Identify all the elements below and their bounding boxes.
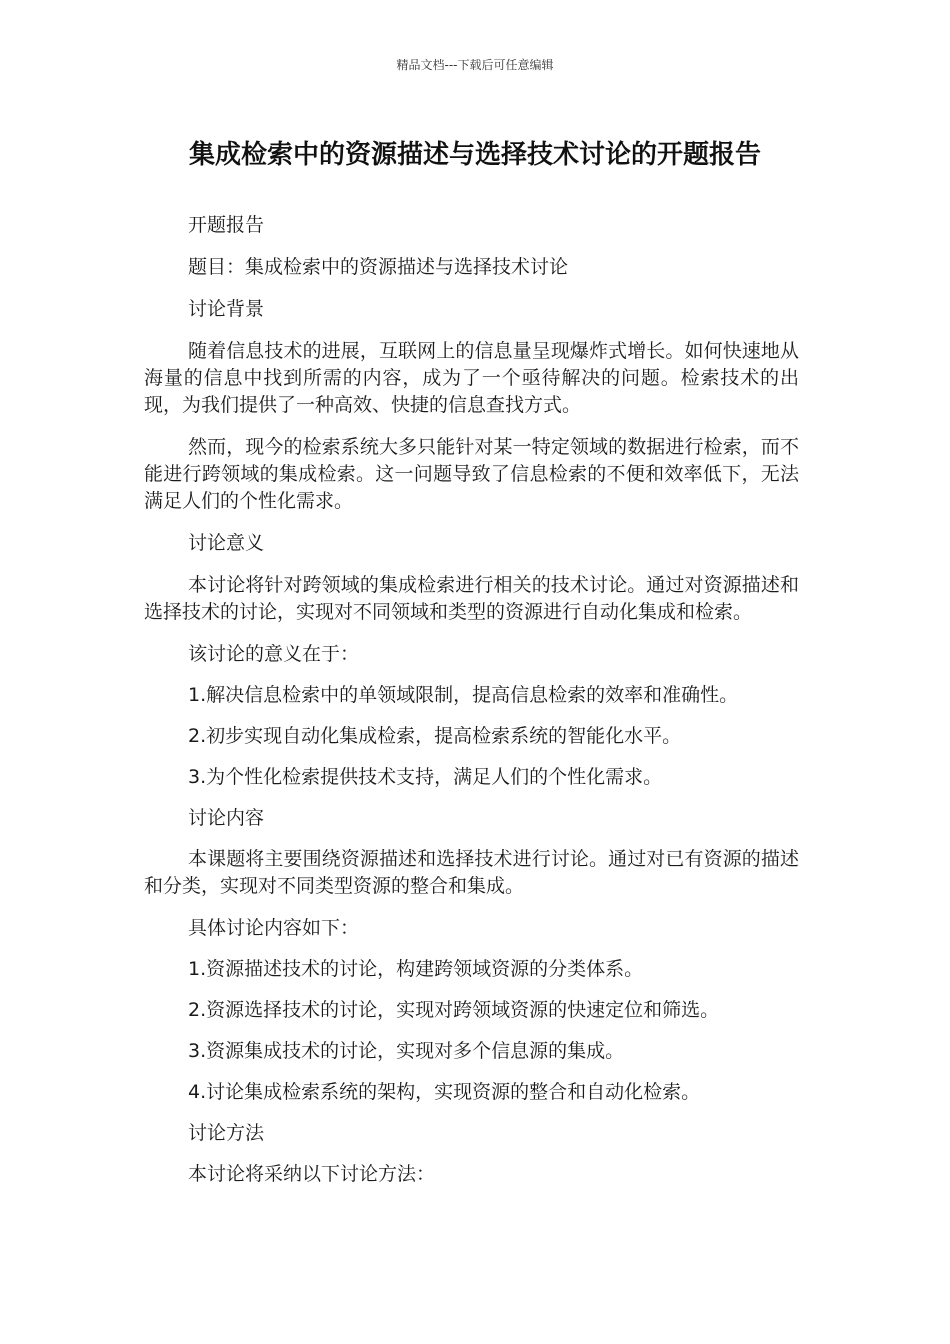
paragraph-topic: 题目：集成检索中的资源描述与选择技术讨论 — [188, 256, 569, 278]
paragraph-methods-intro: 本讨论将采纳以下讨论方法： — [188, 1163, 436, 1185]
list-item-content-4: 4.讨论集成检索系统的架构，实现资源的整合和自动化检索。 — [188, 1081, 701, 1103]
page-header: 精品文档---下载后可任意编辑 — [396, 58, 554, 72]
list-item-content-1: 1.资源描述技术的讨论，构建跨领域资源的分类体系。 — [188, 958, 644, 980]
paragraph-content-intro: 具体讨论内容如下： — [188, 917, 360, 939]
document-title: 集成检索中的资源描述与选择技术讨论的开题报告 — [188, 140, 761, 170]
paragraph-significance: 本讨论将针对跨领域的集成检索进行相关的技术讨论。通过对资源描述和选择技术的讨论，实现对不同领域和类型的资源进行自动化集成和检索。 — [144, 574, 799, 623]
paragraph-background-2: 然而，现今的检索系统大多只能针对某一特定领域的数据进行检索，而不能进行跨领域的集成检索。这一问题导致了信息检索的不便和效率低下，无法满足人们的个性化需求。 — [144, 436, 799, 512]
section-heading-significance: 讨论意义 — [188, 532, 265, 554]
paragraph-background-1: 随着信息技术的进展，互联网上的信息量呈现爆炸式增长。如何快速地从海量的信息中找到所需的内容，成为了一个亟待解决的问题。检索技术的出现，为我们提供了一种高效、快捷的信息查找方式。 — [144, 340, 799, 416]
paragraph-report-label: 开题报告 — [188, 214, 265, 236]
list-item-content-2: 2.资源选择技术的讨论，实现对跨领域资源的快速定位和筛选。 — [188, 999, 720, 1021]
section-heading-methods: 讨论方法 — [188, 1122, 265, 1144]
list-item-significance-2: 2.初步实现自动化集成检索，提高检索系统的智能化水平。 — [188, 725, 682, 747]
list-item-content-3: 3.资源集成技术的讨论，实现对多个信息源的集成。 — [188, 1040, 625, 1062]
section-heading-background: 讨论背景 — [188, 298, 265, 320]
list-item-significance-3: 3.为个性化检索提供技术支持，满足人们的个性化需求。 — [188, 766, 663, 788]
document-body — [144, 212, 799, 1202]
paragraph-content: 本课题将主要围绕资源描述和选择技术进行讨论。通过对已有资源的描述和分类，实现对不同类型资源的整合和集成。 — [144, 848, 799, 897]
list-item-significance-1: 1.解决信息检索中的单领域限制，提高信息检索的效率和准确性。 — [188, 684, 739, 706]
section-heading-content: 讨论内容 — [188, 807, 265, 829]
paragraph-significance-intro: 该讨论的意义在于： — [188, 643, 360, 665]
